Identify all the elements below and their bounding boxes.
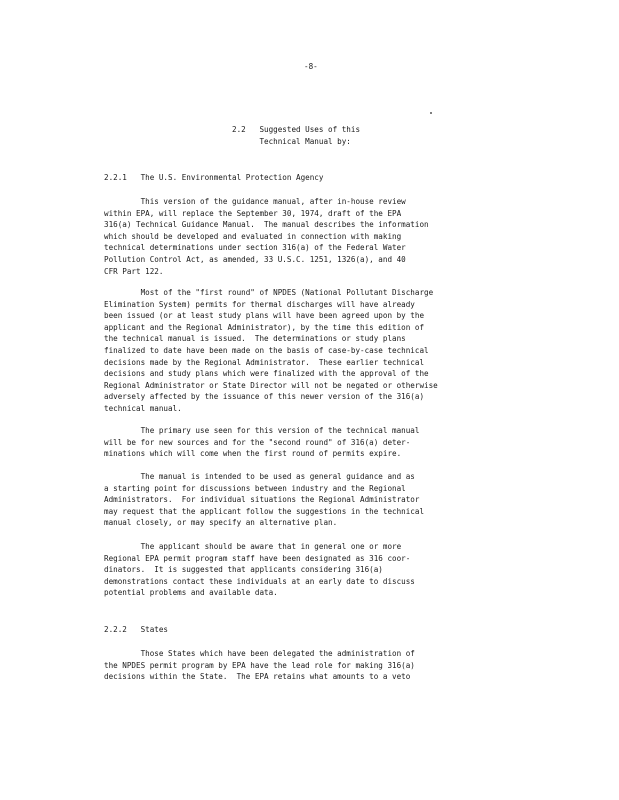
text-line: demonstrations contact these individuals at an early date to discuss [104,576,415,586]
text-line: technical manual. [104,403,182,413]
text-line: Regional EPA permit program staff have been designated as 316 coor- [104,553,411,563]
paragraph [104,287,438,415]
text-line: Elimination System) permits for thermal discharges will have already [104,299,415,309]
text-line: within EPA, will replace the September 30, 1974, draft of the EPA [104,208,402,218]
text-line: This version of the guidance manual, after in-house review [104,197,406,206]
text-line: decisions within the State. The EPA retains what amounts to a veto [104,672,411,682]
subsection-title: The U.S. Environmental Protection Agency [140,173,324,182]
section-title-line1: Suggested Uses of this [259,125,361,134]
text-line: technical determinations under section 316(a) of the Federal Water [104,243,406,253]
subsection-title: States [140,625,169,634]
text-line: The primary use seen for this version of the technical manual [104,426,420,435]
text-line: decisions and study plans which were finalized with the approval of the [104,369,429,379]
paragraph [104,471,424,529]
section-heading [232,124,360,147]
text-line: the NPDES permit program by EPA have the lead role for making 316(a) [104,660,415,670]
text-line: the technical manual is issued. The determinations or study plans [104,334,406,344]
paragraph [104,541,415,599]
text-line: decisions made by the Regional Administrator. These earlier technical [104,357,425,367]
text-line: potential problems and available data. [104,588,278,598]
text-line: The manual is intended to be used as general guidance and as [104,472,415,481]
scan-speck [430,112,432,114]
text-line: 316(a) Technical Guidance Manual. The manual describes the information [104,220,429,230]
subsection-heading [104,624,168,636]
text-line: a starting point for discussions between industry and the Regional [104,483,406,493]
text-line: manual closely, or may specify an alternative plan. [104,518,338,528]
page-number: -8- [304,62,318,71]
text-line: Those States which have been delegated the administration of [104,649,415,658]
subsection-number: 2.2.2 [104,625,127,634]
paragraph [104,425,419,460]
text-line: will be for new sources and for the "second round" of 316(a) deter- [104,437,411,447]
subsection-number: 2.2.1 [104,173,127,182]
text-line: minations which will come when the first round of permits expire. [104,449,402,459]
text-line: Administrators. For individual situations the Regional Administrator [104,495,420,505]
text-line: dinators. It is suggested that applicants considering 316(a) [104,565,383,575]
text-line: CFR Part 122. [104,266,164,276]
text-line: which should be developed and evaluated in connection with making [104,231,402,241]
subsection-heading [104,172,323,184]
paragraph [104,196,429,277]
section-number: 2.2 [232,125,246,134]
text-line: The applicant should be aware that in general one or more [104,542,402,551]
text-line: been issued (or at least study plans will have been agreed upon by the [104,311,425,321]
paragraph [104,648,415,683]
text-line: Most of the "first round" of NPDES (National Pollutant Discharge [104,288,434,297]
text-line: applicant and the Regional Administrator), by the time this edition of [104,322,425,332]
text-line: finalized to date have been made on the basis of case-by-case technical [104,345,429,355]
text-line: Pollution Control Act, as amended, 33 U.S.C. 1251, 1326(a), and 40 [104,254,406,264]
section-title-line2: Technical Manual by: [259,136,351,146]
text-line: Regional Administrator or State Director will not be negated or otherwise [104,380,438,390]
text-line: adversely affected by the issuance of this newer version of the 316(a) [104,392,425,402]
text-line: may request that the applicant follow the suggestions in the technical [104,506,425,516]
